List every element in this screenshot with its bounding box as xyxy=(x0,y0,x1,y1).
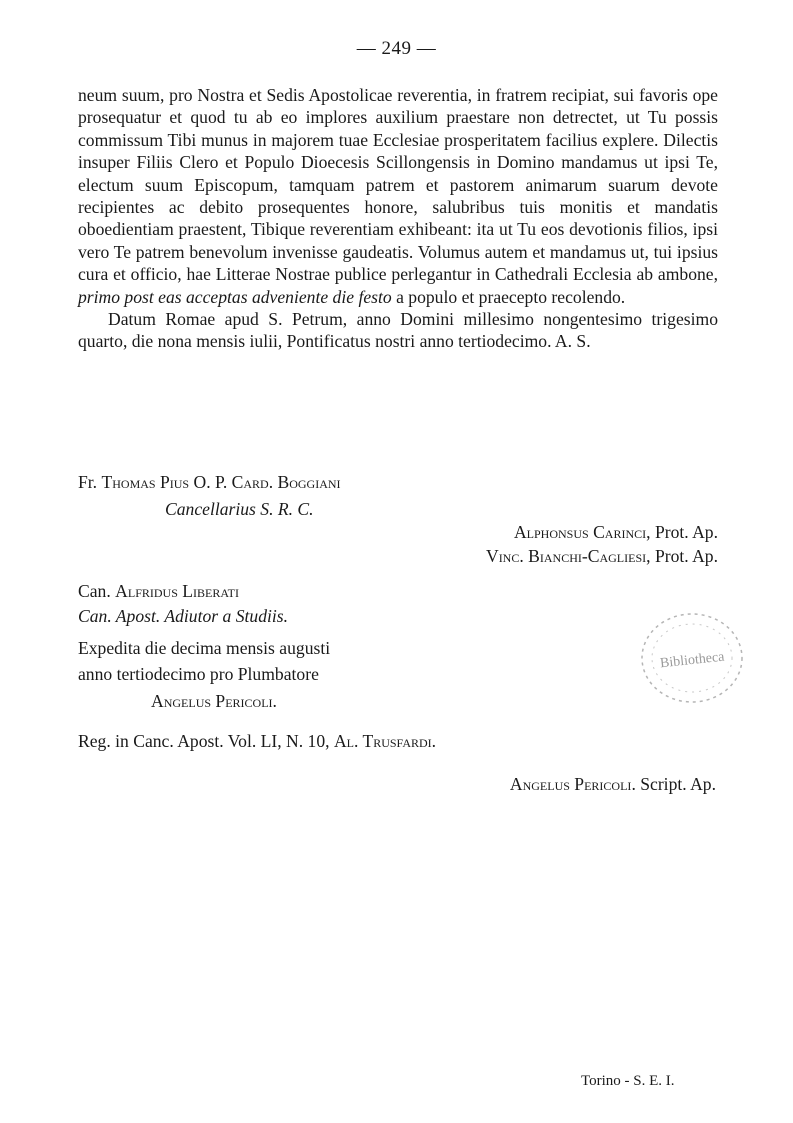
page-number: — 249 — xyxy=(356,38,437,59)
protonotary-2-signature xyxy=(486,546,718,567)
protonotary-1-title: , Prot. Ap. xyxy=(646,522,718,542)
scriptor-signature xyxy=(510,774,716,795)
expedita-line-2: anno tertiodecimo pro Plumbatore xyxy=(78,664,319,684)
library-stamp-icon xyxy=(630,598,748,708)
stamp-text: Bibliotheca xyxy=(659,649,726,672)
scriptor-name: Angelus Pericoli xyxy=(509,774,632,794)
paragraph-1-end: a populo et praecepto recolendo. xyxy=(391,286,626,307)
registration-name: Al. Trusfardi. xyxy=(333,731,437,751)
plumbator-name: Angelus Pericoli. xyxy=(151,691,277,711)
registration-line xyxy=(78,731,436,752)
protonotary-2-name: Vinc. Bianchi-Cagliesi xyxy=(485,546,647,566)
cardinal-signature xyxy=(78,472,341,493)
paragraph-1-italic: primo post eas acceptas adveniente die festo xyxy=(78,286,392,307)
printer-imprint: Torino - S. E. I. xyxy=(581,1073,675,1089)
paragraph-1-text: neum suum, pro Nostra et Sedis Apostolicae reverentia, in fratrem recipiat, sui favoris ope prosequatur et quod tu ab eo implores auxilium praestare non detrectet, ut Tu possis commissum Tibi munus in majorem tuae Ecclesiae prosperitatem facilius explere. Dilectis insuper Filiis Clero et Populo Dioecesis Scillongensis in Domino mandamus ut ipsi Te, electum suum Episcopum, tamquam patrem et pastorem animarum suarum devote recipientes ac debito prosequentes honore, salubribus tuis monitis et mandatis oboedientiam praestent, Tibique reverentiam exhibeant: ita ut Tu eos devotionis filios, ipsi vero Te patrem benevolum invenisse gaudeatis. Volumus autem et mandamus ut, tui ipsius cura et officio, hae Litterae Nostrae publice perlegantur in Cathedrali Ecclesia ab ambone, xyxy=(78,85,718,285)
cardinal-title: Cancellarius S. R. C. xyxy=(165,499,314,519)
expedita-line-1: Expedita die decima mensis augusti xyxy=(78,638,331,658)
scriptor-title: . Script. Ap. xyxy=(631,774,716,794)
cardinal-name: Thomas Pius O. P. Card. Boggiani xyxy=(101,472,341,492)
registration-text: Reg. in Canc. Apost. Vol. LI, N. 10, xyxy=(78,731,334,751)
protonotary-1-signature xyxy=(514,522,718,543)
paragraph-1 xyxy=(78,84,718,308)
canon-prefix: Can. xyxy=(78,581,111,601)
protonotary-2-title: , Prot. Ap. xyxy=(646,546,718,566)
cardinal-prefix: Fr. xyxy=(78,472,98,492)
paragraph-2: Datum Romae apud S. Petrum, anno Domini millesimo nongentesimo trigesimo quarto, die nona mensis iulii, Pontificatus nostri anno tertiodecimo. A. S. xyxy=(78,309,718,352)
canon-signature xyxy=(78,581,239,602)
protonotary-1-name: Alphonsus Carinci xyxy=(513,522,647,542)
body-text xyxy=(78,84,718,353)
canon-name: Alfridus Liberati xyxy=(115,581,240,601)
canon-title: Can. Apost. Adiutor a Studiis. xyxy=(78,606,289,626)
